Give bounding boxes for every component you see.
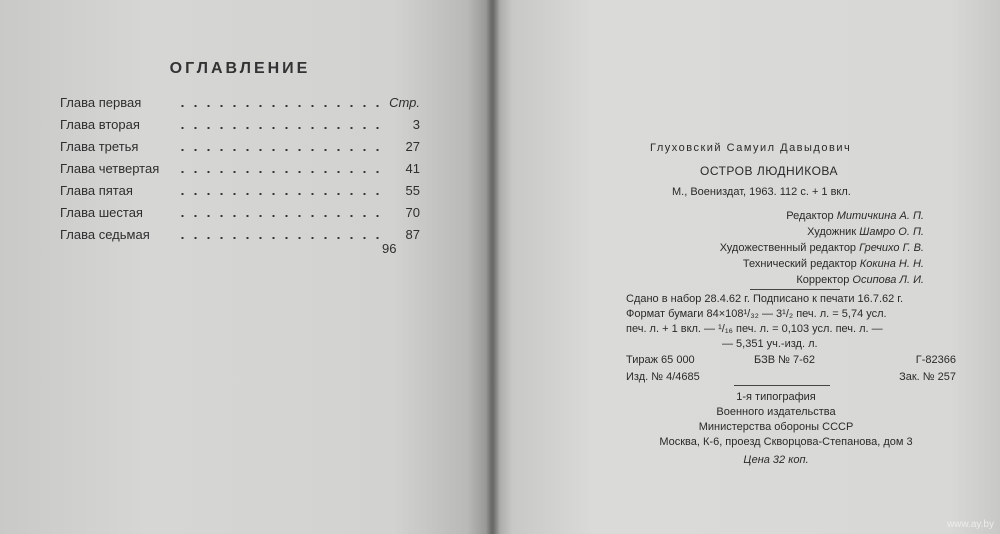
dot-leader [176, 193, 384, 195]
dot-leader [176, 215, 384, 217]
dot-leader [176, 127, 384, 129]
spec-line: — 5,351 уч.-изд. л. [722, 338, 818, 350]
credit-name: Осипова Л. И. [852, 274, 924, 286]
spec-line: Сдано в набор 28.4.62 г. Подписано к печати 16.7.62 г. [626, 293, 904, 305]
credit-row [664, 256, 924, 272]
printer-line: Москва, К-6, проезд Скворцова-Степанова, дом 3 [659, 436, 913, 448]
toc-chapter-label: Глава третья [60, 139, 139, 154]
publication-info: М., Воениздат, 1963. 112 с. + 1 вкл. [672, 186, 851, 198]
toc-row [60, 158, 420, 180]
toc-page-number: 3 [412, 117, 420, 132]
credit-row [664, 240, 924, 256]
print-run-info [626, 352, 956, 386]
watermark-text: www.ay.by [946, 519, 994, 530]
divider-rule [734, 385, 830, 386]
toc-chapter-label: Глава вторая [60, 117, 140, 132]
credits-list [664, 208, 924, 288]
toc-row [60, 180, 420, 202]
printer-line: Министерства обороны СССР [698, 421, 854, 433]
book-gutter [486, 0, 500, 534]
toc-page-number: 70 [405, 205, 420, 220]
g-number: Г-82366 [915, 354, 956, 366]
spec-line: Формат бумаги 84×108¹/₃₂ — 3¹/₂ печ. л. = 5,74 усл. [626, 308, 887, 320]
credit-name: Шамро О. П. [859, 226, 924, 238]
book-title: ОСТРОВ ЛЮДНИКОВА [700, 164, 839, 178]
toc-row [60, 136, 420, 158]
toc-chapter-label: Глава седьмая [60, 227, 150, 242]
credit-role: Корректор [796, 274, 850, 286]
credit-role: Технический редактор [742, 258, 857, 270]
printer-line: Военного издательства [716, 406, 836, 418]
toc-chapter-label: Глава первая [60, 95, 142, 110]
toc-chapter-label: Глава пятая [60, 183, 133, 198]
credit-name: Кокина Н. Н. [859, 258, 924, 270]
print-specs [626, 292, 956, 352]
printer-line: 1-я типография [736, 391, 816, 403]
toc-row [60, 202, 420, 224]
tiraz-text: Тираж 65 000 [626, 354, 695, 366]
spec-line: печ. л. + 1 вкл. — ¹/₁₆ печ. л. = 0,103 усл. печ. л. — [626, 323, 883, 335]
toc-page-number: 87 [405, 227, 420, 242]
printer-info [626, 390, 926, 450]
order-number: Зак. № 257 [899, 371, 956, 383]
credit-name: Гречихо Г. В. [859, 242, 924, 254]
dot-leader [176, 237, 384, 239]
price-label: Цена 32 коп. [743, 454, 809, 466]
author-name: Глуховский Самуил Давыдович [650, 142, 852, 154]
credit-name: Митичкина А. П. [836, 210, 924, 222]
izd-number: Изд. № 4/4685 [626, 371, 700, 383]
credit-row [664, 272, 924, 288]
tiraz-row [626, 352, 956, 369]
toc-page-header: Стр. [389, 95, 420, 110]
toc-row [60, 92, 420, 114]
dot-leader [176, 105, 384, 107]
toc-page-number: 96 [382, 241, 397, 256]
dot-leader [176, 171, 384, 173]
credit-row [664, 224, 924, 240]
credit-row [664, 208, 924, 224]
toc-title: ОГЛАВЛЕНИЕ [169, 60, 311, 77]
izd-row [626, 369, 956, 386]
credit-role: Редактор [786, 210, 834, 222]
toc-row [60, 224, 420, 246]
credit-role: Художественный редактор [719, 242, 857, 254]
toc-page-number: 27 [405, 139, 420, 154]
divider-rule [750, 289, 840, 290]
toc-chapter-label: Глава четвертая [60, 161, 160, 176]
table-of-contents [60, 92, 420, 246]
toc-page-number: 41 [405, 161, 420, 176]
bzv-text: БЗВ № 7-62 [754, 354, 816, 366]
left-page [0, 0, 492, 534]
dot-leader [176, 149, 384, 151]
toc-page-number: 55 [405, 183, 420, 198]
toc-row [60, 114, 420, 136]
toc-chapter-label: Глава шестая [60, 205, 143, 220]
credit-role: Художник [807, 226, 857, 238]
